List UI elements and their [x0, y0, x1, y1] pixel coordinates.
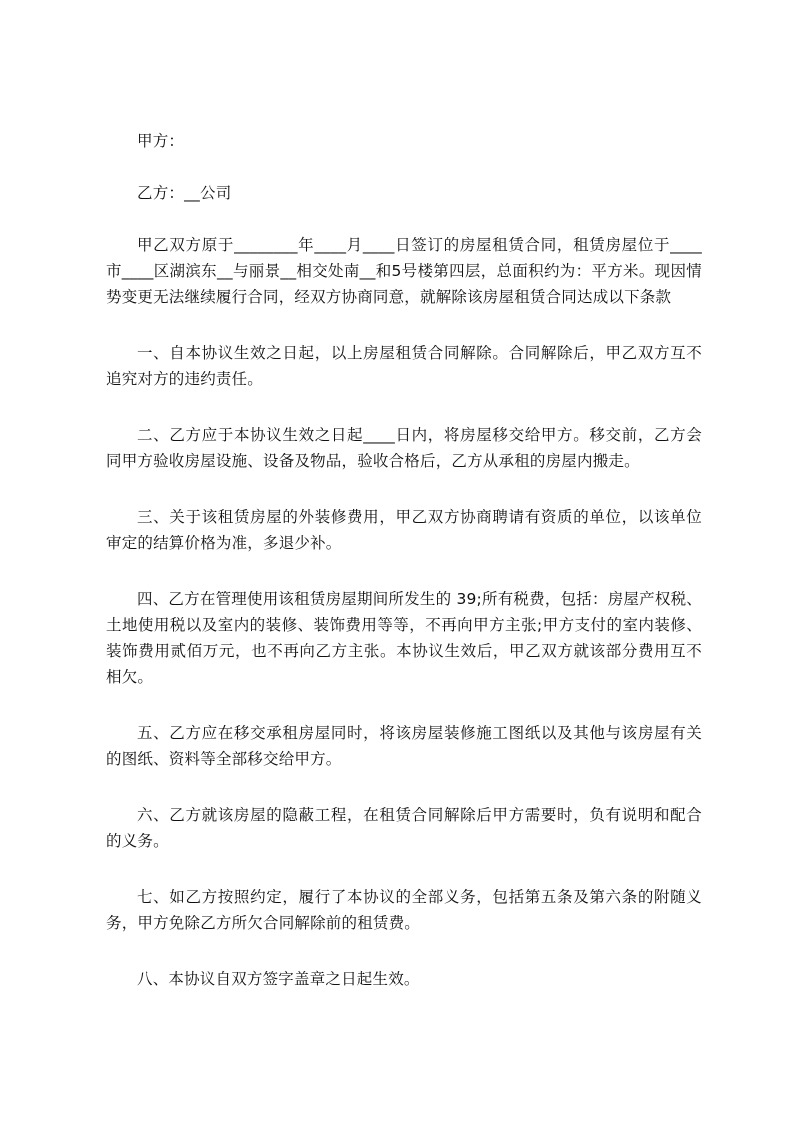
intro-paragraph: 甲乙双方原于________年____月____日签订的房屋租赁合同，租赁房屋位于____市____区湖滨东__与丽景__相交处南__和5号楼第四层，总面积约为：平方米。现因情势变更无法继续履行合同，经双方协商同意，就解除该房屋租赁合同达成以下条款 — [106, 236, 702, 306]
clause-5: 五、乙方应在移交承租房屋同时，将该房屋装修施工图纸以及其他与该房屋有关的图纸、资料等全部移交给甲方。 — [106, 724, 702, 768]
clause-1: 一、自本协议生效之日起，以上房屋租赁合同解除。合同解除后，甲乙双方互不追究对方的违约责任。 — [106, 344, 702, 388]
clause-3: 三、关于该租赁房屋的外装修费用，甲乙双方协商聘请有资质的单位，以该单位审定的结算价格为准，多退少补。 — [106, 508, 702, 552]
party-a-line: 甲方： — [137, 132, 185, 150]
clause-6: 六、乙方就该房屋的隐蔽工程，在租赁合同解除后甲方需要时，负有说明和配合的义务。 — [106, 806, 702, 850]
clause-7: 七、如乙方按照约定，履行了本协议的全部义务，包括第五条及第六条的附随义务，甲方免除乙方所欠合同解除前的租赁费。 — [106, 888, 702, 932]
document-body — [106, 128, 702, 1022]
clause-4: 四、乙方在管理使用该租赁房屋期间所发生的 39;所有税费，包括：房屋产权税、土地使用税以及室内的装修、装饰费用等等，不再向甲方主张;甲方支付的室内装修、装饰费用贰佰万元，也不再向乙方主张。本协议生效后，甲乙双方就该部分费用互不相欠。 — [106, 590, 702, 686]
clause-8: 八、本协议自双方签字盖章之日起生效。 — [137, 970, 420, 988]
party-b-line: 乙方：__公司 — [137, 184, 232, 202]
clause-2: 二、乙方应于本协议生效之日起____日内，将房屋移交给甲方。移交前，乙方会同甲方验收房屋设施、设备及物品，验收合格后，乙方从承租的房屋内搬走。 — [106, 426, 702, 470]
